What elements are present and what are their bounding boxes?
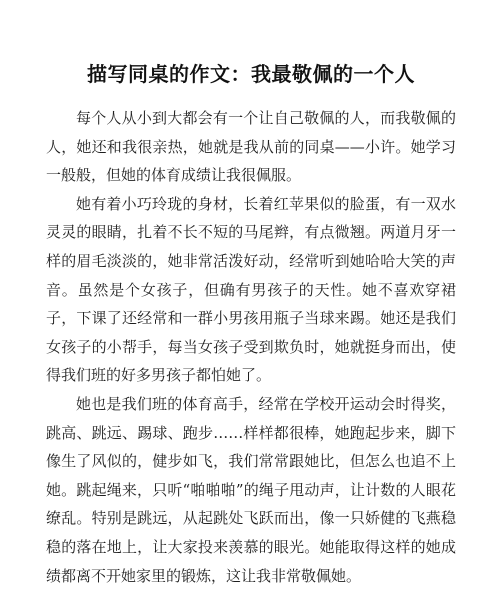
article-body bbox=[46, 104, 456, 590]
paragraph-3: 她也是我们班的体育高手，经常在学校开运动会时得奖，跳高、跳远、踢球、跑步……样样都很棒，她跑起步来，脚下像生了风似的，健步如飞，我们常常跟她比，但怎么也追不上她。跳起绳来，只听“啪啪啪”的绳子甩动声，让计数的人眼花缭乱。特别是跳远，从起跳处飞跃而出，像一只娇健的飞燕稳稳的落在地上，让大家投来羡慕的眼光。她能取得这样的她成绩都离不开她家里的锻炼，这让我非常敬佩她。 bbox=[46, 394, 456, 585]
paragraph-2: 她有着小巧玲珑的身材，长着红苹果似的脸蛋，有一双水灵灵的眼睛，扎着不长不短的马尾辫，有点微翘。两道月牙一样的眉毛淡淡的，她非常活泼好动，经常听到她哈哈大笑的声音。虽然是个女孩子，但确有男孩子的天性。她不喜欢穿裙子，下课了还经常和一群小男孩用瓶子当球来踢。她还是我们女孩子的小帮手，每当女孩子受到欺负时，她就挺身而出，使得我们班的好多男孩子都怕她了。 bbox=[46, 194, 456, 385]
article-title: 描写同桌的作文：我最敬佩的一个人 bbox=[87, 62, 415, 86]
paragraph-1: 每个人从小到大都会有一个让自己敬佩的人，而我敬佩的人，她还和我很亲热，她就是我从前的同桌——小许。她学习一般般，但她的体育成绩让我很佩服。 bbox=[46, 109, 456, 185]
